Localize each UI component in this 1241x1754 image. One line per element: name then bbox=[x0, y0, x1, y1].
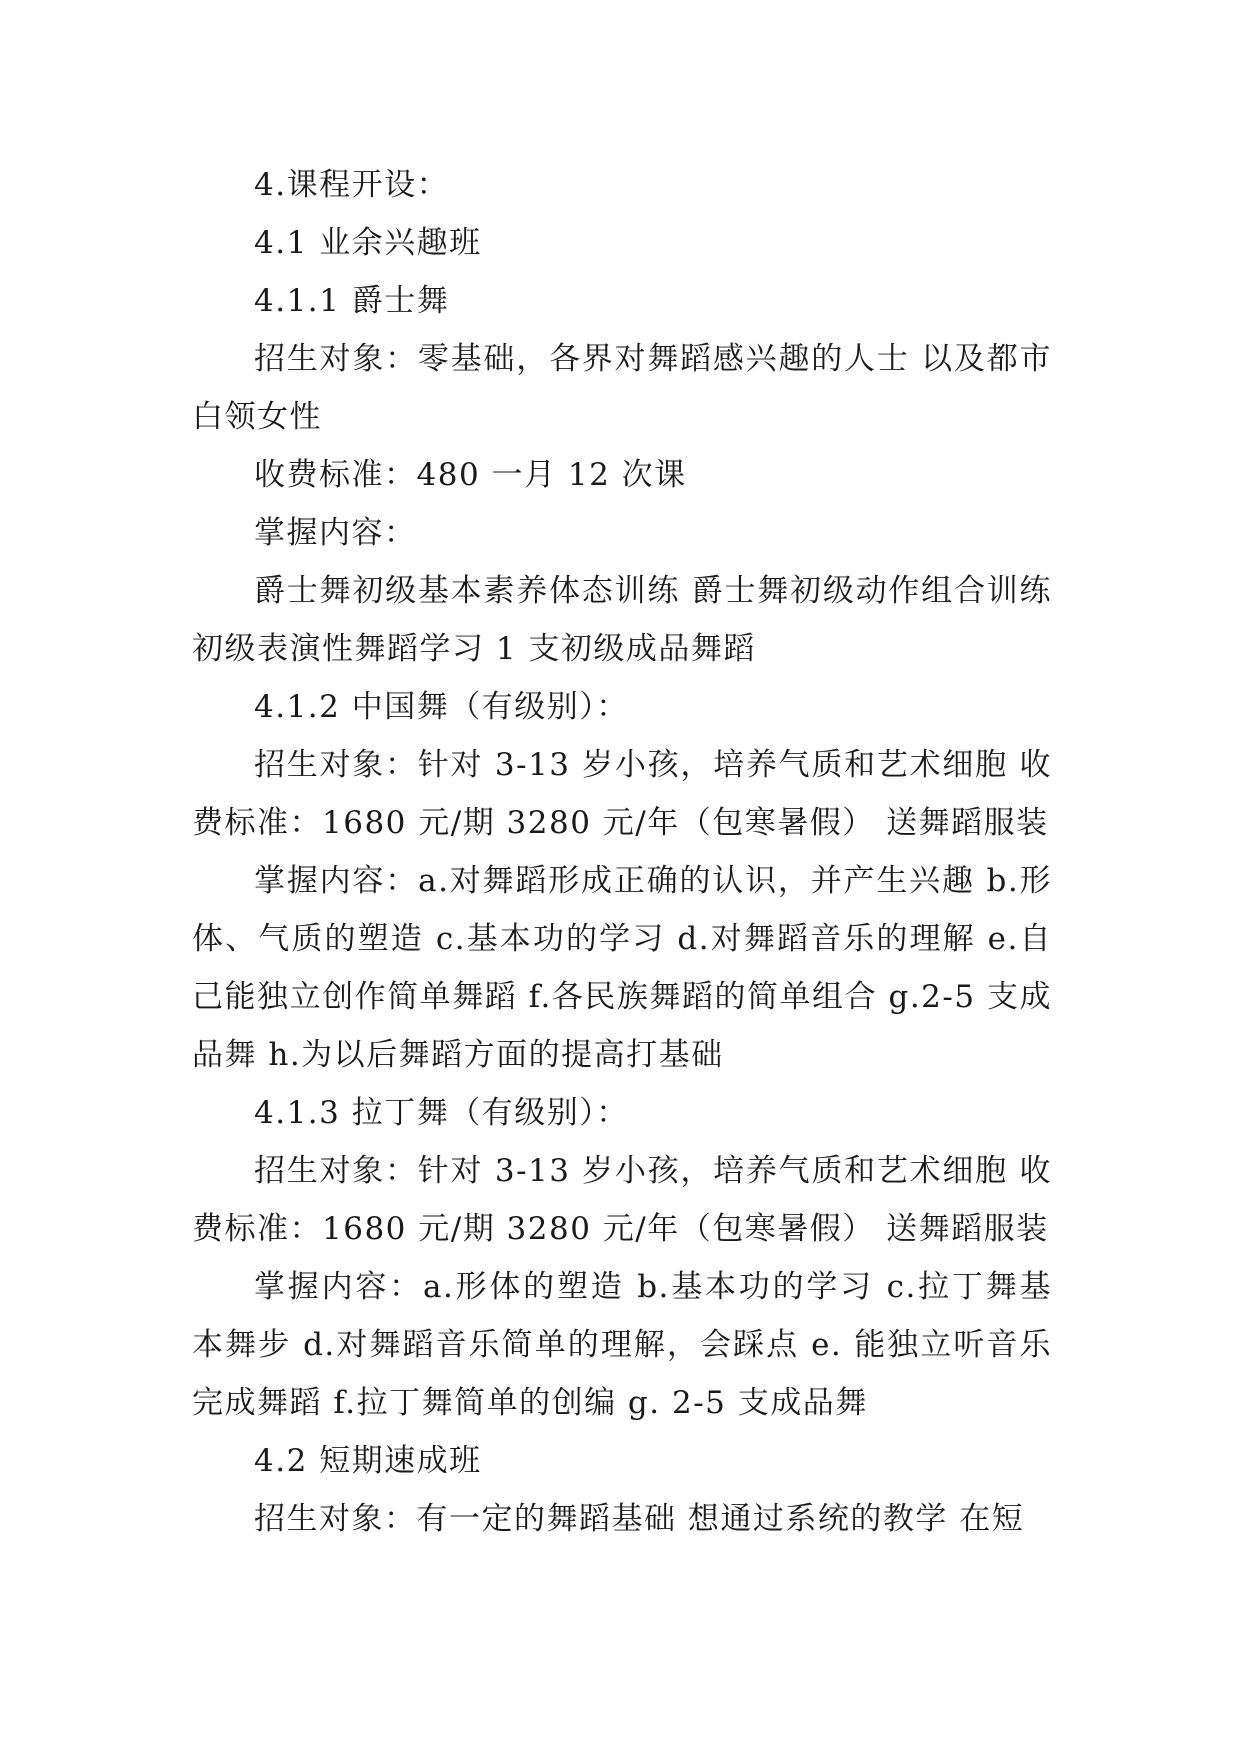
paragraph-chinese-dance-content: 掌握内容：a.对舞蹈形成正确的认识，并产生兴趣 b.形体、气质的塑造 c.基本功的学习 d.对舞蹈音乐的理解 e.自己能独立创作简单舞蹈 f.各民族舞蹈的简单组合 g.2-5 支成品舞 h.为以后舞蹈方面的提高打基础 bbox=[192, 863, 1052, 1073]
paragraph-short-term-audience: 招生对象：有一定的舞蹈基础 想通过系统的教学 在短 bbox=[254, 1501, 1025, 1537]
paragraph-latin-dance-content: 掌握内容：a.形体的塑造 b.基本功的学习 c.拉丁舞基本舞步 d.对舞蹈音乐简单的理解，会踩点 e. 能独立听音乐完成舞蹈 f.拉丁舞简单的创编 g. 2-5 支成品舞 bbox=[192, 1269, 1052, 1421]
subsection-heading-short-term-class: 4.2 短期速成班 bbox=[254, 1443, 482, 1479]
subsection-heading-hobby-class: 4.1 业余兴趣班 bbox=[254, 225, 482, 261]
section-heading-courses: 4.课程开设： bbox=[254, 167, 450, 203]
paragraph-latin-dance-audience: 招生对象：针对 3-13 岁小孩，培养气质和艺术细胞 收费标准：1680 元/期 3280 元/年（包寒暑假） 送舞蹈服装 bbox=[192, 1153, 1052, 1247]
paragraph-jazz-content-label: 掌握内容： bbox=[254, 515, 417, 551]
document-body bbox=[192, 156, 1052, 1548]
paragraph-jazz-fee: 收费标准：480 一月 12 次课 bbox=[254, 457, 687, 493]
paragraph-chinese-dance-audience: 招生对象：针对 3-13 岁小孩，培养气质和艺术细胞 收费标准：1680 元/期 3280 元/年（包寒暑假） 送舞蹈服装 bbox=[192, 747, 1052, 841]
subsection-heading-chinese-dance: 4.1.2 中国舞（有级别）： bbox=[254, 689, 629, 725]
subsection-heading-jazz: 4.1.1 爵士舞 bbox=[254, 283, 450, 319]
paragraph-jazz-content: 爵士舞初级基本素养体态训练 爵士舞初级动作组合训练 初级表演性舞蹈学习 1 支初级成品舞蹈 bbox=[192, 573, 1052, 667]
subsection-heading-latin-dance: 4.1.3 拉丁舞（有级别）： bbox=[254, 1095, 629, 1131]
paragraph-jazz-audience: 招生对象：零基础，各界对舞蹈感兴趣的人士 以及都市白领女性 bbox=[192, 341, 1052, 435]
